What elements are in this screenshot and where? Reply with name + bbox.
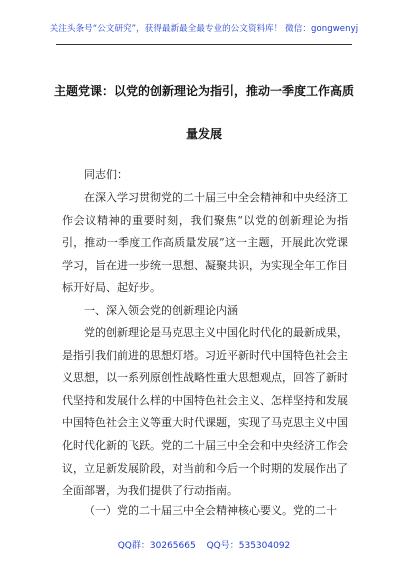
intro-paragraph-text: 在深入学习贯彻党的二十届三中全会精神和中央经济工作会议精神的重要时刻，我们聚焦“以党的创新理论为指引，推动一季度工作高质量发展”这一主题，开展此次党课学习，旨在进一步统一思想、凝聚共识，为实现全年工作目标开好局、起好步。 (62, 191, 348, 295)
footer-qq-number: QQ号：535304092 (206, 541, 291, 551)
footer-contact (0, 538, 408, 551)
header-promo-note: 关注头条号“公文研究”，获得最新最全最专业的公文资料库！ 微信：gongwenyj (49, 24, 359, 34)
document-title-line-2: 量发展 (185, 127, 222, 141)
theory-paragraph-text: 党的创新理论是马克思主义中国化时代化的最新成果，是指引我们前进的思想灯塔。习近平新时代中国特色社会主义思想，以一系列原创性战略性重大思想观点，回答了新时代坚持和发展什么样的中国特色社会主义、怎样坚持和发展中国特色社会主义等重大时代课题，实现了马克思主义中国化时代化新的飞跃。党的二十届三中全会和中央经济工作会议，立足新发展阶段，对当前和今后一个时期的发展作出了全面部署，为我们提供了行动指南。 (62, 326, 348, 498)
document-title-line-1: 主题党课：以党的创新理论为指引，推动一季度工作高质 (53, 84, 354, 98)
section-heading-1-text: 一、深入领会党的创新理论内涵 (84, 304, 238, 317)
subsection-heading-1-text: （一）党的二十届三中全会精神核心要义。党的二十 (84, 504, 337, 517)
theory-paragraph (62, 322, 348, 503)
greeting (62, 164, 348, 187)
subsection-heading-1 (62, 500, 348, 523)
intro-paragraph (62, 187, 348, 300)
section-heading-1 (62, 300, 348, 323)
footer-qq-group: QQ群：30265665 (117, 541, 196, 551)
header-divider (56, 44, 352, 45)
greeting-text: 同志们： (84, 168, 128, 181)
